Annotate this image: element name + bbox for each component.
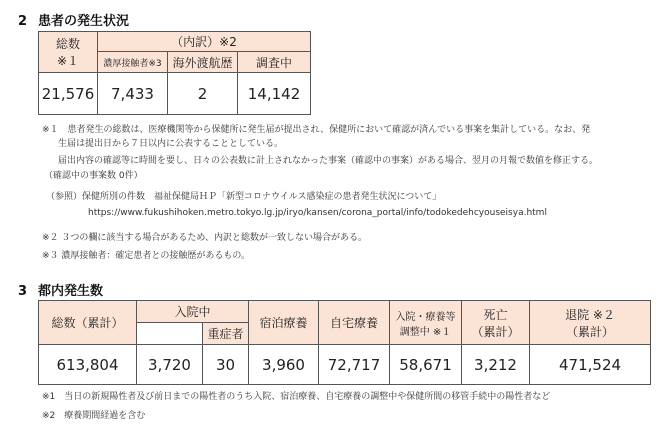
section-title: 患者の発生状況 <box>38 14 130 29</box>
header-breakdown: （内訳）※2 <box>98 32 311 52</box>
value-hospitalized: 3,720 <box>137 345 203 385</box>
header-hospitalized-blank <box>137 323 203 345</box>
patient-status-table <box>38 31 311 115</box>
value-close-contact: 7,433 <box>98 73 168 115</box>
header-discharged: 退院 ※２ （累計） <box>530 301 651 345</box>
note-1-line-2: 生届は提出日から７日以内に公表することとしている。 <box>58 139 284 149</box>
note-1-line-4: （確認中の事案数 0件） <box>44 171 143 181</box>
note-2: ※２ ３つの欄に該当する場合があるため、内訳と総数が一致しない場合がある。 <box>42 233 368 243</box>
note-1-line-3: 届出内容の確認等に時間を要し、日々の公表数に計上されなかった事案（確認中の事案）がある場合、翌月の月報で数値を修正する。 <box>58 156 599 166</box>
header-severe: 重症者 <box>203 323 249 345</box>
header-adjusting: 入院・療養等 調整中 ※１ <box>390 301 462 345</box>
header-total: 総数 ※１ <box>39 32 98 73</box>
section-number: 3 <box>18 284 28 299</box>
section-heading-tokyo-cases <box>18 280 103 299</box>
header-close-contact: 濃厚接触者※3 <box>98 52 168 73</box>
header-deaths: 死亡 （累計） <box>462 301 530 345</box>
value-total: 21,576 <box>39 73 98 115</box>
header-hospitalized: 入院中 <box>137 301 249 323</box>
header-overseas: 海外渡航歴 <box>168 52 238 73</box>
section-title: 都内発生数 <box>38 284 104 299</box>
header-total-cumulative: 総数（累計） <box>39 301 137 345</box>
note-s3-1: ※1 当日の新規陽性者及び前日までの陽性者のうち入院、宿泊療養、自宅療養の調整中や保健所間の移管手続中の陽性者など <box>42 392 551 402</box>
section-number: 2 <box>18 14 28 29</box>
note-3: ※３ 濃厚接触者：確定患者との接触歴があるもの。 <box>42 251 251 261</box>
value-deaths: 3,212 <box>462 345 530 385</box>
reference-url: https://www.fukushihoken.metro.tokyo.lg.jp/iryo/kansen/corona_portal/info/todokedehcyouseisya.html <box>88 208 547 218</box>
tokyo-cases-table <box>38 300 651 385</box>
reference-line: （参照）保健所別の件数 福祉保健局ＨＰ「新型コロナウイルス感染症の患者発生状況について」 <box>46 192 442 202</box>
value-severe: 30 <box>203 345 249 385</box>
value-home-recuperation: 72,717 <box>319 345 390 385</box>
value-discharged: 471,524 <box>530 345 651 385</box>
note-s3-2: ※2 療養期間経過を含む <box>42 411 146 421</box>
section-heading-patient-status <box>18 10 129 29</box>
header-hotel-recuperation: 宿泊療養 <box>249 301 319 345</box>
value-hotel-recuperation: 3,960 <box>249 345 319 385</box>
value-total-cumulative: 613,804 <box>39 345 137 385</box>
header-investigating: 調査中 <box>238 52 311 73</box>
value-overseas: 2 <box>168 73 238 115</box>
value-investigating: 14,142 <box>238 73 311 115</box>
value-adjusting: 58,671 <box>390 345 462 385</box>
header-home-recuperation: 自宅療養 <box>319 301 390 345</box>
note-1-line-1: ※１ 患者発生の総数は、医療機関等から保健所に発生届が提出され、保健所において確認が済んでいる事案を集計している。なお、発 <box>42 125 591 135</box>
